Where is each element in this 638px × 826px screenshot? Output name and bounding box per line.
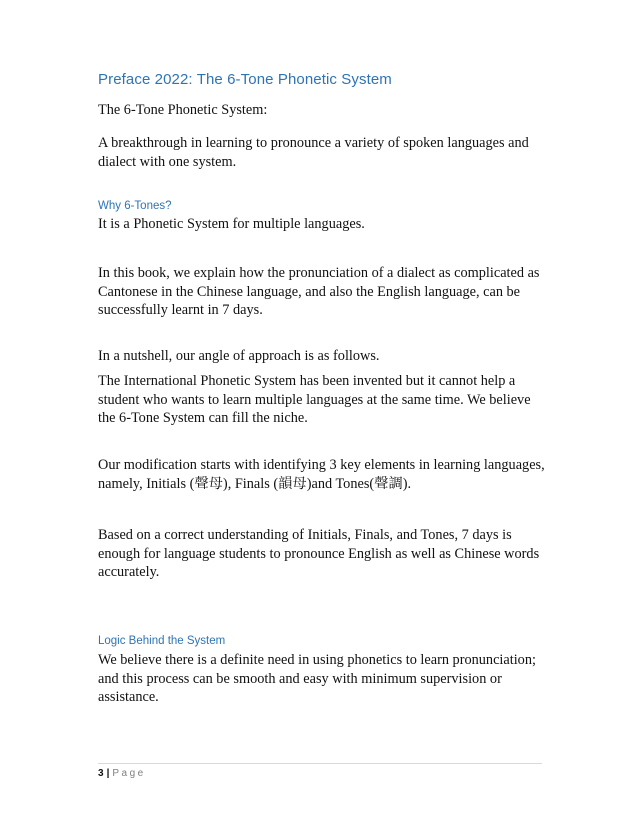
page-footer bbox=[98, 768, 146, 779]
ips-paragraph: The International Phonetic System has been invented but it cannot help a student who wants to learn multiple languages at the same time. We believe the 6-Tone System can fill the niche. bbox=[98, 373, 531, 426]
intro-paragraph: A breakthrough in learning to pronounce a variety of spoken languages and dialect with one system. bbox=[98, 135, 529, 170]
footer-divider bbox=[98, 763, 542, 764]
book-paragraph: In this book, we explain how the pronunciation of a dialect as complicated as Cantonese in the Chinese language, and also the English language, can be successfully learnt in 7 days. bbox=[98, 265, 540, 318]
footer-separator: | bbox=[106, 768, 110, 779]
logic-paragraph: We believe there is a definite need in using phonetics to learn pronunciation; and this process can be smooth and easy with minimum supervision or assistance. bbox=[98, 652, 536, 705]
section-heading: Preface 2022: The 6-Tone Phonetic System bbox=[98, 71, 392, 88]
intro-label: The 6-Tone Phonetic System: bbox=[98, 102, 268, 118]
page-label: Page bbox=[112, 768, 146, 779]
why-heading: Why 6-Tones? bbox=[98, 200, 172, 212]
page-number: 3 bbox=[98, 768, 104, 779]
based-paragraph: Based on a correct understanding of Initials, Finals, and Tones, 7 days is enough for language students to pronounce English as well as Chinese words accurately. bbox=[98, 527, 540, 580]
why-paragraph: It is a Phonetic System for multiple languages. bbox=[98, 216, 365, 232]
modification-paragraph: Our modification starts with identifying 3 key elements in learning languages, namely, Initials (聲母), Finals (韻母)and Tones(聲調). bbox=[98, 457, 545, 492]
logic-heading: Logic Behind the System bbox=[98, 635, 226, 647]
nutshell-paragraph: In a nutshell, our angle of approach is as follows. bbox=[98, 348, 380, 364]
